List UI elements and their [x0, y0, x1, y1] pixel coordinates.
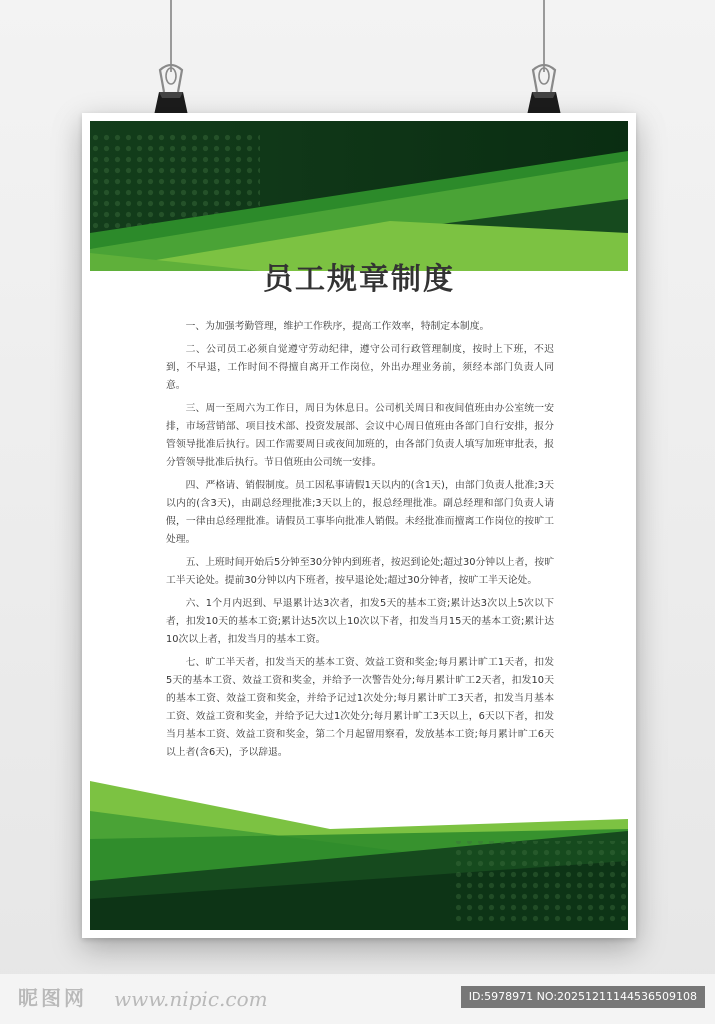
rule-paragraph-3: 三、周一至周六为工作日，周日为休息日。公司机关周日和夜间值班由办公室统一安排，市场营销部、项目技术部、投资发展部、会议中心周日值班由各部门自行安排，报分管领导批准后执行。因工作需要周日或夜间加班的，由各部门负责人填写加班审批表，报分管领导批准后执行。节日值班由公司统一安排。 — [166, 403, 554, 468]
rule-paragraph-2: 二、公司员工必须自觉遵守劳动纪律，遵守公司行政管理制度，按时上下班，不迟到，不早退，工作时间不得擅自离开工作岗位，外出办理业务前，须经本部门负责人同意。 — [166, 344, 554, 391]
rule-paragraph-6: 六、1个月内迟到、早退累计达3次者，扣发5天的基本工资;累计达3次以上5次以下者，扣发10天的基本工资;累计达5次以上10次以下者，扣发当月15天的基本工资;累计达10次以上者，扣发当月的基本工资。 — [166, 598, 554, 645]
poster-title: 员工规章制度 — [263, 262, 455, 297]
watermark-id: ID:5978971 NO:20251211144536509108 — [461, 986, 705, 1008]
watermark-logo: 昵图网 — [18, 986, 87, 1010]
watermark-url: www.nipic.com — [114, 987, 268, 1011]
rules-body — [166, 318, 554, 767]
rule-paragraph-7: 七、旷工半天者，扣发当天的基本工资、效益工资和奖金;每月累计旷工1天者，扣发5天的基本工资、效益工资和奖金，并给予一次警告处分;每月累计旷工2天者，扣发10天的基本工资、效益工资和奖金，并给予记过1次处分;每月累计旷工3天者，扣发当月基本工资、效益工资和奖金，并给予记大过1次处分;每月累计旷工3天以上，6天以下者，扣发当月基本工资、效益工资和奖金，第二个月起留用察看，发放基本工资;每月累计旷工6天以上者(含6天)，予以辞退。 — [166, 657, 554, 758]
poster — [82, 113, 636, 938]
top-green-banner — [90, 121, 628, 271]
rule-paragraph-5: 五、上班时间开始后5分钟至30分钟内到班者，按迟到论处;超过30分钟以上者，按旷工半天论处。提前30分钟以内下班者，按早退论处;超过30分钟者，按旷工半天论处。 — [166, 557, 554, 586]
bottom-green-banner — [90, 781, 628, 930]
rule-paragraph-4: 四、严格请、销假制度。员工因私事请假1天以内的(含1天)，由部门负责人批准;3天以内的(含3天)，由副总经理批准;3天以上的，报总经理批准。副总经理和部门负责人请假，一律由总经理批准。请假员工事毕向批准人销假。未经批准而擅离工作岗位的按旷工处理。 — [166, 480, 554, 545]
rule-paragraph-1: 一、为加强考勤管理，维护工作秩序，提高工作效率，特制定本制度。 — [185, 321, 490, 332]
